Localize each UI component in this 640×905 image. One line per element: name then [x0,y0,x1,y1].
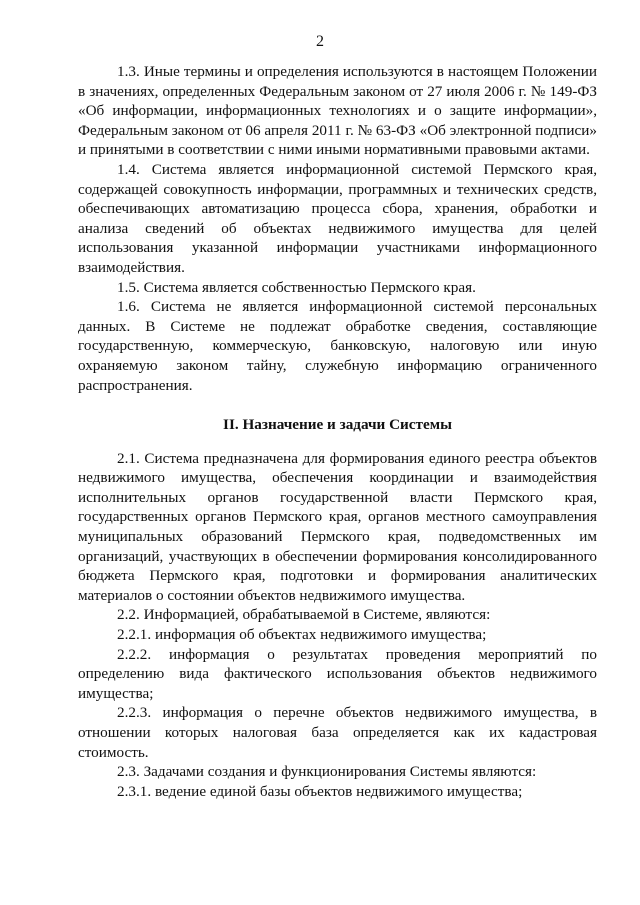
paragraph-2-3-1: 2.3.1. ведение единой базы объектов недвижимого имущества; [117,782,523,800]
spacer [78,395,597,415]
paragraph-1-4: 1.4. Система является информационной системой Пермского края, содержащей совокупность информации, программных и технических средств, обеспечивающих автоматизацию процесса сбора, хранения, обработки и анализа сведений об объектах недвижимого имущества для целей использования указанной информации участниками информационного взаимодействия. [78,160,597,276]
paragraph-2-2: 2.2. Информацией, обрабатываемой в Системе, являются: [117,606,491,624]
paragraph-2-3: 2.3. Задачами создания и функционирования Системы являются: [117,763,537,781]
document-body [78,62,597,801]
spacer [78,435,597,449]
paragraph-2-1: 2.1. Система предназначена для формирования единого реестра объектов недвижимого имущества, обеспечения координации и взаимодействия исполнительных органов государственной власти Пермского края, государственных органов Пермского края, органов местного самоуправления муниципальных образований Пермского края, подведомственных им организаций, участвующих в обеспечении формирования консолидированного бюджета Пермского края, подготовки и формирования аналитических материалов о состоянии объектов недвижимого имущества. [78,449,597,604]
paragraph-1-5: 1.5. Система является собственностью Пермского края. [117,278,476,296]
paragraph-2-2-1: 2.2.1. информация об объектах недвижимого имущества; [117,626,487,644]
section-heading: II. Назначение и задачи Системы [223,416,452,434]
paragraph-1-6: 1.6. Система не является информационной системой персональных данных. В Системе не подлежат обработке сведения, составляющие государственную, коммерческую, банковскую, налоговую или иную охраняемую законом тайну, служебную информацию ограниченного распространения. [78,298,597,394]
paragraph-1-3: 1.3. Иные термины и определения используются в настоящем Положении в значениях, определенных Федеральным законом от 27 июля 2006 г. № 149-ФЗ «Об информации, информационных технологиях и о защите информации», Федеральным законом от 06 апреля 2011 г. № 63-ФЗ «Об электронной подписи» и принятыми в соответствии с ними иными нормативными правовыми актами. [78,63,597,159]
page-number: 2 [316,33,324,50]
paragraph-2-2-2: 2.2.2. информация о результатах проведения мероприятий по определению вида фактического использования объектов недвижимого имущества; [78,645,597,702]
paragraph-2-2-3: 2.2.3. информация о перечне объектов недвижимого имущества, в отношении которых налоговая база определяется как их кадастровая стоимость. [78,704,597,761]
